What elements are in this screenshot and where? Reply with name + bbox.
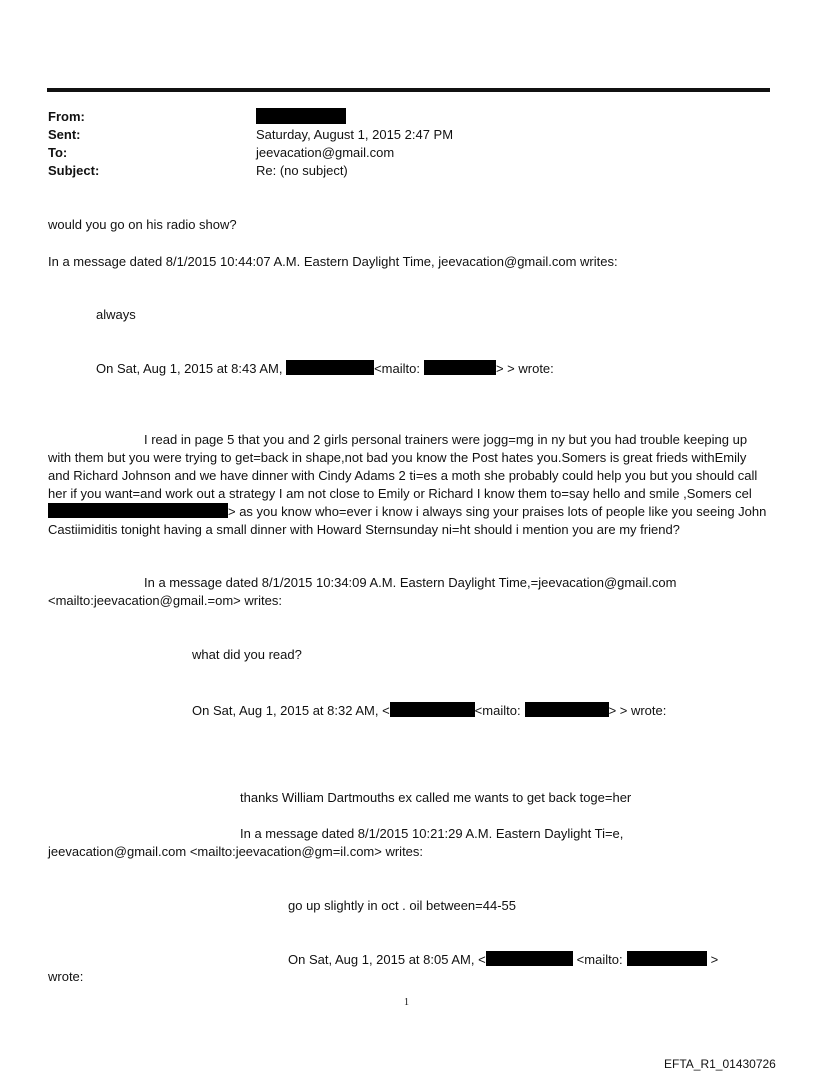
paragraph-read-text-cont: > as you know who=ever i know i always sing your praises lots of people like you seeing John Castiimiditis tonight having a small dinner with Howard Sternsunday ni=ht should i mention you are my friend? [48,504,767,537]
page-number: 1 [404,997,409,1008]
paragraph-read-page5 [48,431,770,539]
on-sat-843-text: On Sat, Aug 1, 2015 at 8:43 AM, [96,361,287,376]
wrote-text-2: > > wrote: [608,703,667,718]
quote-header-3-mailto: <mailto:jeevacation@gmail.=om> writes: [48,593,282,608]
reply-go-up: go up slightly in oct . oil between=44-55 [288,898,517,913]
sent-label: Sent: [48,127,81,142]
redacted-name-2 [390,702,475,717]
on-sat-832-text: On Sat, Aug 1, 2015 at 8:32 AM, < [192,703,390,718]
to-label: To: [48,145,68,160]
redacted-email-3 [627,951,707,966]
redacted-email-1 [424,360,496,375]
redacted-name-1 [286,360,374,375]
subject-value: Re: (no subject) [256,163,348,178]
paragraph-read-text: I read in page 5 that you and 2 girls personal trainers were jogg=mg in ny but you had trouble keeping up with them but you were trying to get=back in shape,not bad you know the Post hates you.Somers is great frieds withEmily and Richard Johnson and we have dinner with Cindy Adams 2 ti=es a moth she probably could help you but you should call her if you want=and work out a strategy I am not close to Emily or Richard I know them to=say hello and smile ,Somers cel [48,432,758,501]
redacted-email-2 [525,702,609,717]
to-value: jeevacation@gmail.com [256,145,395,160]
quote-header-6 [288,951,718,967]
quote-header-2 [96,360,554,376]
reply-always: always [96,307,136,322]
body-line-radio: would you go on his radio show? [48,217,237,232]
on-sat-805-text: On Sat, Aug 1, 2015 at 8:05 AM, < [288,952,486,967]
mailto-text-1: <mailto: [374,361,420,376]
reply-thanks: thanks William Dartmouths ex called me wants to get back toge=her [240,790,632,805]
quote-header-3: In a message dated 8/1/2015 10:34:09 A.M. Eastern Daylight Time,=jeevacation@gmail.com [144,575,677,590]
mailto-text-2: <mailto: [474,703,521,718]
wrote-bracket-3: > [710,952,719,967]
header-rule [47,88,770,92]
sent-value: Saturday, August 1, 2015 2:47 PM [256,127,454,142]
redacted-phone [48,503,228,518]
quote-header-5-mailto: jeevacation@gmail.com <mailto:jeevacation@gm=il.com> writes: [48,844,424,859]
document-id: EFTA_R1_01430726 [664,1057,776,1071]
quote-header-5: In a message dated 8/1/2015 10:21:29 A.M. Eastern Daylight Ti=e, [240,826,624,841]
from-label: From: [48,109,85,124]
mailto-text-3: <mailto: [576,952,623,967]
quote-header-4 [192,702,666,718]
wrote-text-1: > > wrote: [495,361,554,376]
quote-header-1: In a message dated 8/1/2015 10:44:07 A.M. Eastern Daylight Time, jeevacation@gmail.com writes: [48,254,618,269]
subject-label: Subject: [48,163,100,178]
from-value-redacted [256,108,346,125]
redacted-name-3 [486,951,573,966]
wrote-text-3: wrote: [48,969,84,984]
reply-what-read: what did you read? [192,647,302,662]
